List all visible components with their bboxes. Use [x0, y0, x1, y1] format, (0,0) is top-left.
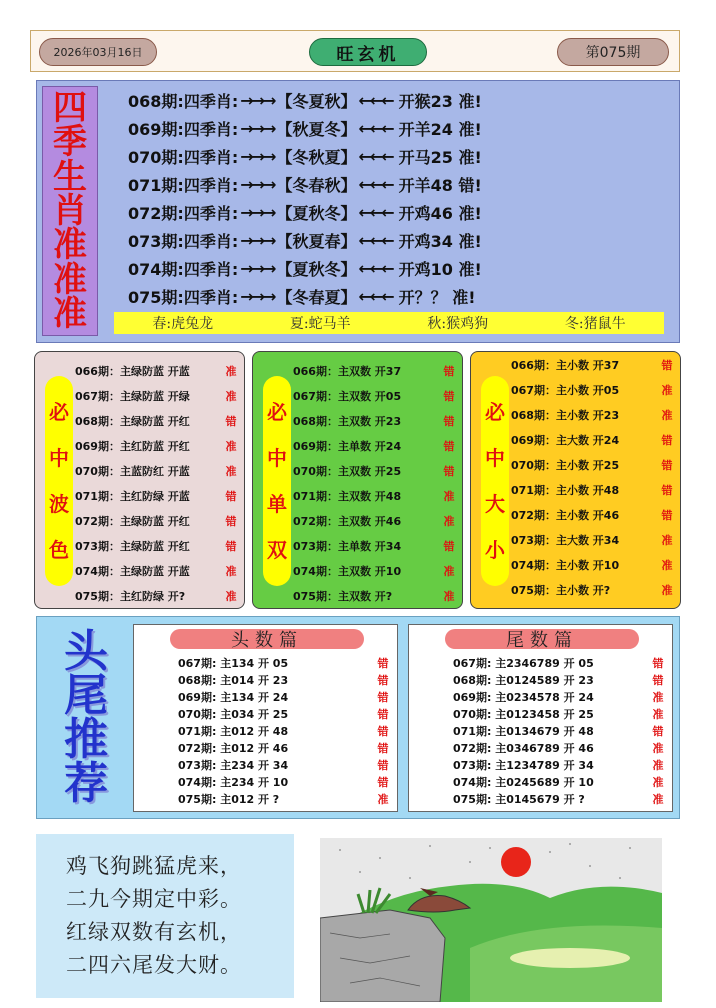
list-item: [293, 386, 458, 406]
item-result: 错: [377, 656, 389, 670]
row-result: 开？？ 准!: [398, 287, 476, 307]
season-row: [128, 87, 482, 113]
list-item: [453, 705, 668, 722]
season-row: [128, 255, 482, 281]
side-char: 四: [53, 88, 87, 129]
list-item: [75, 436, 240, 456]
item-result: 错: [377, 707, 389, 721]
right-arrows-icon: →→→: [240, 202, 275, 222]
item-text: 069期: 主0234578 开 24: [453, 690, 594, 704]
item-result: 错: [443, 540, 455, 553]
right-arrows-icon: →→→: [240, 90, 275, 110]
item-result: 错: [443, 390, 455, 403]
item-text: 067期：主双数 开05: [293, 390, 402, 403]
item-result: 错: [443, 415, 455, 428]
side-char: 头: [64, 626, 108, 677]
item-text: 072期：主小数 开46: [511, 509, 620, 522]
item-result: 准: [652, 775, 664, 789]
item-result: 准: [652, 741, 664, 755]
list-item: [511, 480, 676, 500]
item-result: 错: [443, 465, 455, 478]
list-item: [178, 773, 393, 790]
item-text: 073期: 主1234789 开 34: [453, 758, 594, 772]
list-item: [453, 756, 668, 773]
big-small-label: [481, 376, 509, 586]
label-char: 色: [49, 538, 69, 562]
item-result: 准: [225, 390, 237, 403]
list-item: [453, 773, 668, 790]
item-text: 066期：主绿防蓝 开蓝: [75, 365, 190, 378]
season-row: [128, 143, 482, 169]
item-text: 067期: 主2346789 开 05: [453, 656, 594, 670]
row-seasons: 【冬春秋】: [276, 175, 357, 195]
item-text: 071期：主红防绿 开蓝: [75, 490, 190, 503]
item-result: 准: [652, 758, 664, 772]
four-season-side-label: [42, 86, 98, 336]
season-legend-winter: 冬:猪鼠牛: [564, 316, 626, 332]
row-issue: 074期:: [128, 259, 184, 279]
poem-line: 鸡飞狗跳猛虎来，: [66, 854, 242, 878]
label-char: 波: [49, 492, 69, 516]
row-result: 开猴23 准!: [398, 91, 482, 111]
list-item: [293, 536, 458, 556]
label-char: 必: [49, 400, 69, 424]
list-item: [178, 688, 393, 705]
item-text: 075期：主双数 开?: [293, 590, 393, 603]
issue-badge: 第075期: [557, 38, 669, 66]
tail-number-title: 尾数篇: [445, 629, 639, 649]
list-item: [75, 536, 240, 556]
item-result: 错: [661, 484, 673, 497]
left-arrows-icon: ←←←: [358, 258, 393, 278]
item-text: 073期: 主234 开 34: [178, 758, 289, 772]
list-item: [293, 436, 458, 456]
item-text: 074期: 主0245689 开 10: [453, 775, 594, 789]
item-text: 070期：主蓝防红 开蓝: [75, 465, 190, 478]
season-row: [128, 171, 482, 197]
item-text: 073期：主大数 开34: [511, 534, 620, 547]
item-text: 069期：主红防蓝 开红: [75, 440, 190, 453]
row-issue: 073期:: [128, 231, 184, 251]
item-result: 错: [377, 724, 389, 738]
list-item: [453, 790, 668, 807]
field-patch: [510, 948, 630, 968]
item-result: 错: [377, 673, 389, 687]
row-result: 开鸡34 准!: [398, 231, 482, 251]
season-row: [128, 199, 482, 225]
side-char: 生: [53, 156, 87, 197]
item-text: 072期: 主012 开 46: [178, 741, 289, 755]
item-text: 074期: 主234 开 10: [178, 775, 289, 789]
side-char: 准: [53, 293, 87, 334]
item-text: 068期: 主014 开 23: [178, 673, 289, 687]
item-text: 075期：主红防绿 开?: [75, 590, 186, 603]
label-char: 中: [485, 446, 505, 470]
item-result: 错: [661, 459, 673, 472]
season-legend-spring: 春:虎兔龙: [152, 316, 214, 332]
list-item: [511, 505, 676, 525]
right-arrows-icon: →→→: [240, 174, 275, 194]
item-text: 072期：主双数 开46: [293, 515, 402, 528]
row-seasons: 【夏秋冬】: [276, 203, 357, 223]
item-result: 错: [225, 540, 237, 553]
item-result: 错: [661, 434, 673, 447]
row-issue: 069期:: [128, 119, 184, 139]
list-item: [511, 530, 676, 550]
side-char: 推: [64, 714, 108, 765]
item-text: 071期: 主012 开 48: [178, 724, 289, 738]
row-label: 四季肖:: [183, 119, 239, 139]
row-issue: 075期:: [128, 287, 184, 307]
item-result: 错: [377, 775, 389, 789]
item-text: 069期: 主134 开 24: [178, 690, 289, 704]
item-result: 错: [225, 490, 237, 503]
list-item: [75, 586, 240, 606]
label-char: 单: [267, 492, 287, 516]
list-item: [178, 739, 393, 756]
item-result: 准: [443, 490, 455, 503]
list-item: [293, 586, 458, 606]
item-text: 068期: 主0124589 开 23: [453, 673, 594, 687]
list-item: [293, 486, 458, 506]
list-item: [511, 405, 676, 425]
right-arrows-icon: →→→: [240, 118, 275, 138]
label-char: 双: [267, 538, 287, 562]
label-char: 必: [267, 400, 287, 424]
item-text: 072期：主绿防蓝 开红: [75, 515, 190, 528]
label-char: 必: [485, 400, 505, 424]
side-char: 准: [53, 225, 87, 266]
item-result: 错: [652, 656, 664, 670]
item-text: 069期：主大数 开24: [511, 434, 620, 447]
poem-line: 二四六尾发大财。: [66, 953, 242, 977]
poem-panel: [36, 834, 294, 998]
item-text: 075期: 主012 开 ?: [178, 792, 280, 806]
row-issue: 072期:: [128, 203, 184, 223]
date-badge: 2026年03月16日: [39, 38, 157, 66]
item-text: 072期: 主0346789 开 46: [453, 741, 594, 755]
item-result: 准: [443, 515, 455, 528]
odd-even-label: [263, 376, 291, 586]
list-item: [178, 654, 393, 671]
item-text: 070期: 主034 开 25: [178, 707, 289, 721]
list-item: [511, 430, 676, 450]
list-item: [293, 561, 458, 581]
item-result: 错: [652, 724, 664, 738]
list-item: [453, 688, 668, 705]
item-result: 错: [443, 365, 455, 378]
side-char: 肖: [53, 190, 87, 231]
list-item: [178, 671, 393, 688]
rocky-cliff: [320, 910, 445, 1002]
red-sun-icon: [501, 847, 531, 877]
right-arrows-icon: →→→: [240, 258, 275, 278]
item-text: 069期：主单数 开24: [293, 440, 402, 453]
row-label: 四季肖:: [183, 287, 239, 307]
item-result: 准: [661, 584, 673, 597]
left-arrows-icon: ←←←: [358, 174, 393, 194]
list-item: [511, 355, 676, 375]
row-label: 四季肖:: [183, 231, 239, 251]
item-result: 准: [652, 792, 664, 806]
label-char: 中: [267, 446, 287, 470]
side-char: 季: [53, 122, 87, 163]
item-text: 073期：主绿防蓝 开红: [75, 540, 190, 553]
list-item: [293, 411, 458, 431]
list-item: [453, 739, 668, 756]
item-result: 错: [225, 415, 237, 428]
item-text: 071期：主双数 开48: [293, 490, 402, 503]
landscape-illustration: [320, 838, 662, 1002]
item-result: 准: [377, 792, 389, 806]
wave-color-label: [45, 376, 73, 586]
item-text: 067期：主绿防蓝 开绿: [75, 390, 190, 403]
list-item: [75, 486, 240, 506]
left-arrows-icon: ←←←: [358, 118, 393, 138]
item-text: 071期：主小数 开48: [511, 484, 620, 497]
item-text: 071期: 主0134679 开 48: [453, 724, 594, 738]
item-text: 066期：主双数 开37: [293, 365, 402, 378]
list-item: [453, 671, 668, 688]
item-text: 070期: 主0123458 开 25: [453, 707, 594, 721]
label-char: 中: [49, 446, 69, 470]
row-seasons: 【冬秋夏】: [276, 147, 357, 167]
item-result: 错: [225, 515, 237, 528]
item-result: 错: [377, 758, 389, 772]
item-result: 错: [661, 359, 673, 372]
item-result: 错: [652, 673, 664, 687]
item-result: 准: [661, 559, 673, 572]
row-seasons: 【夏秋冬】: [276, 259, 357, 279]
left-arrows-icon: ←←←: [358, 146, 393, 166]
item-result: 准: [225, 440, 237, 453]
list-item: [293, 511, 458, 531]
row-result: 开羊48 错!: [398, 175, 482, 195]
row-label: 四季肖:: [183, 91, 239, 111]
season-row: [128, 227, 482, 253]
tail-number-panel: [408, 624, 673, 812]
item-text: 075期：主小数 开?: [511, 584, 611, 597]
item-result: 准: [652, 690, 664, 704]
row-result: 开马25 准!: [398, 147, 482, 167]
list-item: [453, 722, 668, 739]
list-item: [75, 461, 240, 481]
item-text: 068期：主双数 开23: [293, 415, 402, 428]
row-issue: 068期:: [128, 91, 184, 111]
list-item: [75, 411, 240, 431]
row-label: 四季肖:: [183, 175, 239, 195]
list-item: [75, 511, 240, 531]
item-result: 准: [652, 707, 664, 721]
item-result: 准: [661, 409, 673, 422]
row-seasons: 【冬夏秋】: [276, 91, 357, 111]
row-label: 四季肖:: [183, 203, 239, 223]
big-small-panel: [470, 351, 681, 609]
row-label: 四季肖:: [183, 259, 239, 279]
side-char: 准: [53, 259, 87, 300]
row-result: 开鸡46 准!: [398, 203, 482, 223]
head-number-title: 头数篇: [170, 629, 364, 649]
left-arrows-icon: ←←←: [358, 286, 393, 306]
item-text: 067期: 主134 开 05: [178, 656, 289, 670]
left-arrows-icon: ←←←: [358, 230, 393, 250]
item-text: 068期：主小数 开23: [511, 409, 620, 422]
list-item: [293, 461, 458, 481]
item-text: 074期：主小数 开10: [511, 559, 620, 572]
list-item: [511, 455, 676, 475]
item-result: 准: [661, 534, 673, 547]
right-arrows-icon: →→→: [240, 146, 275, 166]
item-result: 准: [443, 590, 455, 603]
list-item: [178, 790, 393, 807]
list-item: [511, 580, 676, 600]
item-result: 错: [377, 741, 389, 755]
page-title: 旺玄机: [309, 38, 427, 66]
item-text: 074期：主双数 开10: [293, 565, 402, 578]
row-result: 开鸡10 准!: [398, 259, 482, 279]
page-header: [30, 30, 680, 72]
head-number-panel: [133, 624, 398, 812]
item-result: 准: [225, 590, 237, 603]
item-result: 准: [225, 465, 237, 478]
head-tail-side-label: [44, 626, 128, 809]
list-item: [178, 756, 393, 773]
season-row: [128, 115, 482, 141]
list-item: [453, 654, 668, 671]
left-arrows-icon: ←←←: [358, 202, 393, 222]
item-result: 准: [225, 565, 237, 578]
list-item: [75, 561, 240, 581]
side-char: 荐: [64, 758, 108, 809]
wave-color-panel: [34, 351, 245, 609]
list-item: [293, 361, 458, 381]
row-seasons: 【冬春夏】: [276, 287, 357, 307]
item-text: 068期：主绿防蓝 开红: [75, 415, 190, 428]
left-arrows-icon: ←←←: [358, 90, 393, 110]
list-item: [511, 555, 676, 575]
row-seasons: 【秋夏冬】: [276, 119, 357, 139]
item-text: 074期：主绿防蓝 开蓝: [75, 565, 190, 578]
item-text: 070期：主双数 开25: [293, 465, 402, 478]
poem-line: 红绿双数有玄机，: [66, 920, 242, 944]
row-result: 开羊24 准!: [398, 119, 482, 139]
odd-even-panel: [252, 351, 463, 609]
label-char: 大: [485, 492, 505, 516]
item-text: 067期：主小数 开05: [511, 384, 620, 397]
right-arrows-icon: →→→: [240, 230, 275, 250]
season-row: [128, 283, 476, 309]
list-item: [511, 380, 676, 400]
list-item: [75, 361, 240, 381]
item-text: 073期：主单数 开34: [293, 540, 402, 553]
poem-line: 二九今期定中彩。: [66, 887, 242, 911]
season-legend-autumn: 秋:猴鸡狗: [427, 316, 489, 332]
list-item: [178, 705, 393, 722]
row-seasons: 【秋夏春】: [276, 231, 357, 251]
item-text: 070期：主小数 开25: [511, 459, 620, 472]
row-issue: 071期:: [128, 175, 184, 195]
item-result: 错: [661, 509, 673, 522]
row-label: 四季肖:: [183, 147, 239, 167]
item-result: 错: [443, 440, 455, 453]
list-item: [178, 722, 393, 739]
item-result: 准: [225, 365, 237, 378]
season-legend-summer: 夏:蛇马羊: [289, 316, 351, 332]
season-legend-bar: [114, 312, 664, 334]
item-result: 错: [377, 690, 389, 704]
row-issue: 070期:: [128, 147, 184, 167]
item-result: 准: [443, 565, 455, 578]
label-char: 小: [485, 538, 505, 562]
item-result: 准: [661, 384, 673, 397]
list-item: [75, 386, 240, 406]
right-arrows-icon: →→→: [240, 286, 275, 306]
item-text: 075期: 主0145679 开 ?: [453, 792, 585, 806]
side-char: 尾: [64, 670, 108, 721]
item-text: 066期：主小数 开37: [511, 359, 620, 372]
